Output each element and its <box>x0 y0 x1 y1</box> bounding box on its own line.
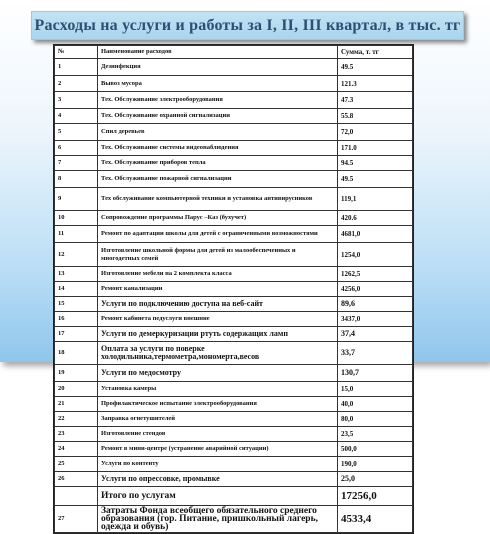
cell-name: Услуги по контенту <box>98 457 338 472</box>
table-row <box>55 59 413 76</box>
table-row <box>55 312 413 327</box>
cell-sum: 4256,0 <box>338 282 413 297</box>
cell-sum: 89,6 <box>338 297 413 312</box>
cell-sum: 420.6 <box>338 211 413 226</box>
cell-sum: 23,5 <box>338 427 413 442</box>
expenses-table <box>53 44 414 534</box>
cell-num: 10 <box>55 211 98 226</box>
cell-name: Услуги по медосмотру <box>98 365 338 382</box>
cell-num: 23 <box>55 427 98 442</box>
cell-name: Тех. Обслуживание охранной сигнализации <box>98 109 338 124</box>
cell-num: 11 <box>55 226 98 243</box>
cell-sum: 25,0 <box>338 472 413 487</box>
cell-num: 3 <box>55 92 98 109</box>
cell-sum: 130,7 <box>338 365 413 382</box>
cell-num: 8 <box>55 171 98 188</box>
cell-sum: 94.5 <box>338 156 413 171</box>
cell-num: 17 <box>55 327 98 342</box>
cell-sum: 190,0 <box>338 457 413 472</box>
cell-sum: 500,0 <box>338 442 413 457</box>
cell-num: 14 <box>55 282 98 297</box>
table-row <box>55 124 413 141</box>
cell-sum: 15,0 <box>338 382 413 397</box>
cell-name: Сопровождение программы Парус –Каз (бухучет) <box>98 211 338 226</box>
cell-num: 6 <box>55 141 98 156</box>
cell-name: Установка камеры <box>98 382 338 397</box>
cell-sum: 55.8 <box>338 109 413 124</box>
table-row <box>55 76 413 92</box>
table-row <box>55 472 413 487</box>
cell-name: Ремонт по адаптации школы для детей с ограниченными возможностями <box>98 226 338 243</box>
cell-sum: 119,1 <box>338 188 413 211</box>
slide-title: Расходы на услуги и работы за I, II, III квартал, в тыс. тг <box>34 16 461 34</box>
cell-name: Заправка огнетушителей <box>98 412 338 427</box>
cell-sum: 37,4 <box>338 327 413 342</box>
cell-name: Изготовление стендов <box>98 427 338 442</box>
cell-num: 16 <box>55 312 98 327</box>
cell-num: 19 <box>55 365 98 382</box>
cell-num: 20 <box>55 382 98 397</box>
cell-name: Профилактическое испытание электрооборудования <box>98 397 338 412</box>
cell-sum: 171.0 <box>338 141 413 156</box>
table-row <box>55 487 413 506</box>
cell-name: Услуги по подключению доступа на веб-сайт <box>98 297 338 312</box>
cell-sum: 33,7 <box>338 342 413 365</box>
cell-name: Ремонт в мини-центре (устранение аварийной ситуации) <box>98 442 338 457</box>
cell-name: Вывоз мусора <box>98 76 338 92</box>
cell-sum: 3437,0 <box>338 312 413 327</box>
cell-num: 7 <box>55 156 98 171</box>
cell-num: 22 <box>55 412 98 427</box>
table-row <box>55 141 413 156</box>
cell-name: Тех обслуживание компьютерной техники и установка антивирусников <box>98 188 338 211</box>
table-row <box>55 243 413 267</box>
cell-num: 12 <box>55 243 98 267</box>
cell-name: Итого по услугам <box>98 487 338 506</box>
header-sum: Сумма, т. тг <box>338 46 413 59</box>
cell-num: 9 <box>55 188 98 211</box>
cell-sum: 4681,0 <box>338 226 413 243</box>
table-row <box>55 171 413 188</box>
table-row <box>55 382 413 397</box>
cell-num: 27 <box>55 506 98 533</box>
cell-sum: 40,0 <box>338 397 413 412</box>
table-row <box>55 457 413 472</box>
cell-name: Тех. Обслуживание электрооборудования <box>98 92 338 109</box>
cell-sum: 4533,4 <box>338 506 413 533</box>
cell-name: Дезинфекция <box>98 59 338 76</box>
cell-sum: 47.3 <box>338 92 413 109</box>
cell-num: 26 <box>55 472 98 487</box>
cell-name: Спил деревьев <box>98 124 338 141</box>
cell-num: 4 <box>55 109 98 124</box>
cell-num: 2 <box>55 76 98 92</box>
table-row <box>55 226 413 243</box>
table-header-row <box>55 46 413 59</box>
cell-name: Оплата за услуги по поверке холодильника,термометра,мономерта,весов <box>98 342 338 365</box>
cell-name: Услуги по опрессовке, промывке <box>98 472 338 487</box>
cell-num: 21 <box>55 397 98 412</box>
cell-name: Ремонт кабинета педуслуги внешние <box>98 312 338 327</box>
table-row <box>55 109 413 124</box>
table-row <box>55 327 413 342</box>
cell-num: 24 <box>55 442 98 457</box>
cell-sum: 1262,5 <box>338 267 413 282</box>
cell-name: Услуги по демеркуризации ртуть содержащих ламп <box>98 327 338 342</box>
cell-sum: 49.5 <box>338 171 413 188</box>
table-row <box>55 427 413 442</box>
cell-name: Изготовление школьной формы для детей из малообеспеченных и многодетных семей <box>98 243 338 267</box>
table-row <box>55 442 413 457</box>
cell-name: Тех. Обслуживание приборов тепла <box>98 156 338 171</box>
cell-num: 1 <box>55 59 98 76</box>
table-row <box>55 297 413 312</box>
cell-name: Тех. Обслуживание пожарной сигнализации <box>98 171 338 188</box>
table-row <box>55 412 413 427</box>
table-row <box>55 282 413 297</box>
table-row <box>55 365 413 382</box>
cell-num: 18 <box>55 342 98 365</box>
cell-num: 13 <box>55 267 98 282</box>
table-row <box>55 267 413 282</box>
table-row <box>55 92 413 109</box>
header-number: № <box>55 46 98 59</box>
table-row <box>55 397 413 412</box>
cell-num: 15 <box>55 297 98 312</box>
cell-name: Тех. Обслуживание системы видеонаблюдения <box>98 141 338 156</box>
table-row <box>55 156 413 171</box>
cell-name: Изготовление мебели на 2 комплекта класса <box>98 267 338 282</box>
cell-name: Затраты Фонда всеобщего обязательного среднего образования (гор. Питание, пришкольный лагерь, одежда и обувь) <box>98 506 338 533</box>
table-row <box>55 188 413 211</box>
header-name: Наименование расходов <box>98 46 338 59</box>
cell-sum: 49.5 <box>338 59 413 76</box>
cell-num: 5 <box>55 124 98 141</box>
table-row <box>55 211 413 226</box>
cell-num <box>55 487 98 506</box>
cell-sum: 72,0 <box>338 124 413 141</box>
table-row <box>55 342 413 365</box>
cell-num: 25 <box>55 457 98 472</box>
cell-sum: 121.3 <box>338 76 413 92</box>
cell-name: Ремонт канализации <box>98 282 338 297</box>
table-row <box>55 506 413 533</box>
cell-sum: 17256,0 <box>338 487 413 506</box>
cell-sum: 1254,0 <box>338 243 413 267</box>
cell-sum: 80,0 <box>338 412 413 427</box>
title-banner <box>31 11 464 40</box>
